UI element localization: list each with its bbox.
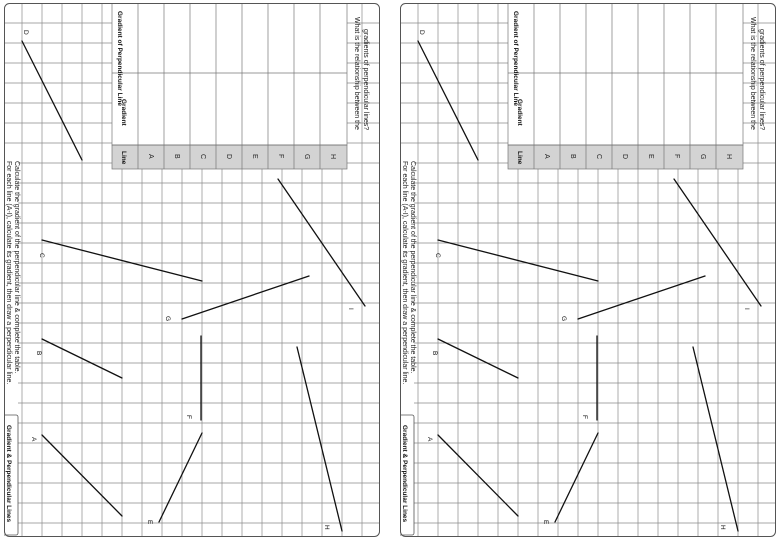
table-row-d: D <box>621 154 628 160</box>
label-f: F <box>185 415 192 419</box>
question-line-1: What is the relationship between the <box>749 17 756 130</box>
instruction-line-1: For each line (A-I), calculate its gradient, then draw a perpendicular line. <box>401 161 408 385</box>
table-row-h: H <box>329 154 336 160</box>
table-row-f: F <box>673 154 680 159</box>
label-d: D <box>22 30 29 35</box>
table-row-g: G <box>303 154 310 160</box>
table-header-gradient: Gradient <box>120 99 127 126</box>
table-header-line: Line <box>120 151 127 165</box>
label-i: I <box>743 308 750 310</box>
label-i: I <box>347 308 354 310</box>
segment-i <box>674 179 761 306</box>
label-b: B <box>431 351 438 356</box>
worksheet-title: Gradient & Perpendicular Lines <box>401 425 408 523</box>
worksheet-title: Gradient & Perpendicular Lines <box>5 425 12 523</box>
question-line-1: What is the relationship between the <box>353 17 360 130</box>
table-header-perp: Gradient of Perpendicular Line <box>116 11 123 106</box>
label-h: H <box>323 525 330 530</box>
label-g: G <box>164 316 171 322</box>
segment-d <box>418 41 478 160</box>
label-a: A <box>30 437 37 442</box>
question-line-2: gradients of perpendicular lines? <box>758 29 765 131</box>
table-row-d: D <box>225 154 232 160</box>
table-row-f: F <box>277 154 284 159</box>
instruction-line-2: Calculate the gradient of the perpendicular line & complete the table. <box>13 161 20 374</box>
table-row-h: H <box>725 154 732 160</box>
label-c: C <box>434 253 441 258</box>
segment-e <box>159 433 202 522</box>
segment-h <box>693 347 738 531</box>
label-f: F <box>581 415 588 419</box>
label-a: A <box>426 437 433 442</box>
segment-i <box>278 179 365 306</box>
worksheet-left <box>4 3 380 537</box>
table-row-e: E <box>647 154 654 159</box>
segment-h <box>297 347 342 531</box>
segment-d <box>22 41 82 160</box>
gradient-table <box>508 3 743 169</box>
table-row-c: C <box>199 154 206 160</box>
label-e: E <box>542 520 549 525</box>
table-row-b: B <box>173 154 180 159</box>
label-e: E <box>146 520 153 525</box>
label-g: G <box>560 316 567 322</box>
segment-g <box>578 276 705 319</box>
worksheet-right-canvas <box>400 3 776 537</box>
label-d: D <box>418 30 425 35</box>
table-header-perp: Gradient of Perpendicular Line <box>512 11 519 106</box>
worksheet-left-canvas <box>4 3 380 537</box>
segment-e <box>555 433 598 522</box>
instruction-line-1: For each line (A-I), calculate its gradient, then draw a perpendicular line. <box>5 161 12 385</box>
segment-g <box>182 276 309 319</box>
label-b: B <box>35 351 42 356</box>
table-row-b: B <box>569 154 576 159</box>
label-c: C <box>38 253 45 258</box>
table-row-a: A <box>543 154 550 159</box>
table-row-a: A <box>147 154 154 159</box>
label-h: H <box>719 525 726 530</box>
table-header-line: Line <box>516 151 523 165</box>
table-row-c: C <box>595 154 602 160</box>
table-row-e: E <box>251 154 258 159</box>
table-header-gradient: Gradient <box>516 99 523 126</box>
instruction-line-2: Calculate the gradient of the perpendicular line & complete the table. <box>409 161 416 374</box>
question-line-2: gradients of perpendicular lines? <box>362 29 369 131</box>
table-row-g: G <box>699 154 706 160</box>
gradient-table <box>112 3 347 169</box>
worksheet-right <box>400 3 776 537</box>
